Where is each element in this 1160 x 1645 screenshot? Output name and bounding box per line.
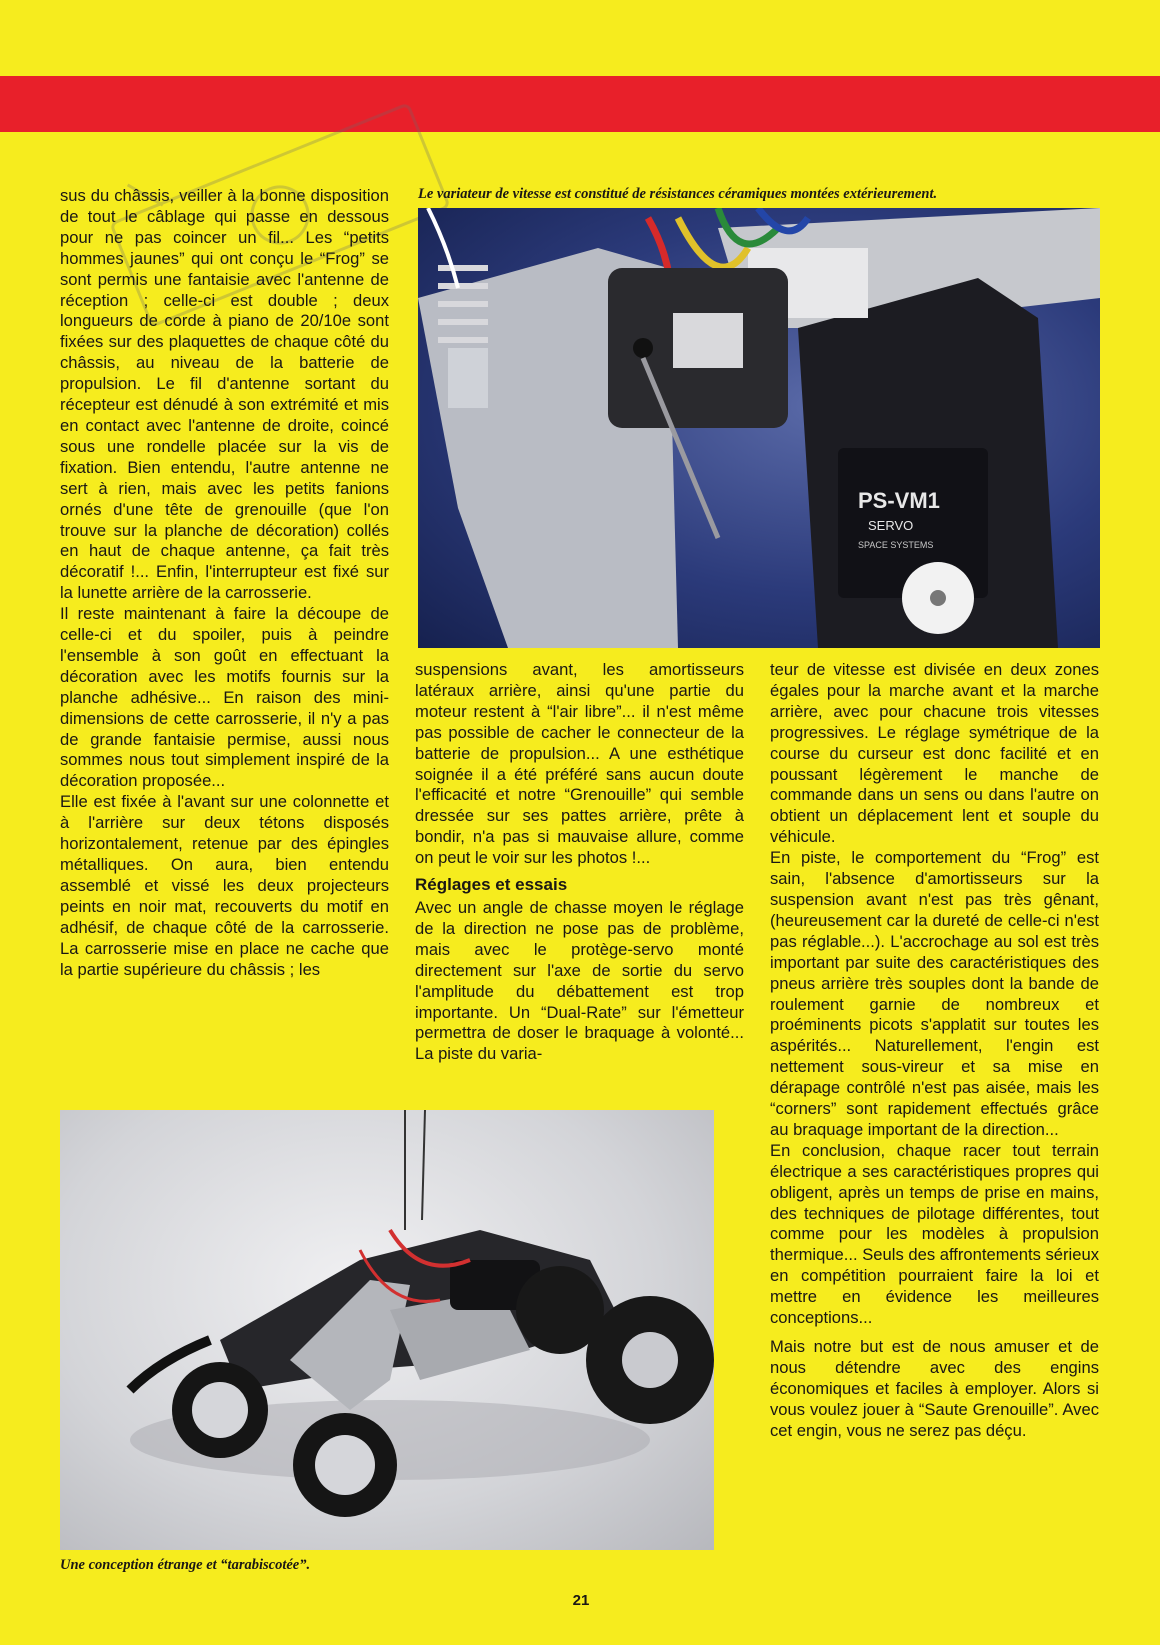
- top-photo-caption: Le variateur de vitesse est constitué de résistances céramiques montées extérieurement.: [418, 186, 938, 202]
- buggy-illustration: [60, 1110, 714, 1550]
- paragraph: Il reste maintenant à faire la découpe de celle-ci et du spoiler, puis à peindre l'ensemble à son goût en effectuant la décoration avec les motifs fournis sur la planche adhésive... En raison des mini-dimensions de cette carrosserie, il n'y a pas de grande fantaisie permise, aussi nous sommes nous tout simplement inspiré de la décoration proposée...: [60, 604, 389, 791]
- paragraph: suspensions avant, les amortisseurs latéraux arrière, ainsi qu'une partie du moteur restent à “l'air libre”... il n'est même pas possible de cacher le connecteur de la batterie de propulsion... A une esthétique soignée il a été préféré sans aucun doute l'efficacité et notre “Grenouille” qui semble dressée sur ses pattes arrière, prête à bondir, n'a pas si mauvaise allure, comme on peut le voir sur les photos !...: [415, 660, 744, 868]
- paragraph: teur de vitesse est divisée en deux zones égales pour la marche avant et la marche arrière, avec pour chacune trois vitesses progressives. Le réglage symétrique de la course du curseur est donc facilité et en poussant légèrement le manche de commande dans un sens ou dans l'autre on obtient un déplacement lent et souple du véhicule.: [770, 660, 1099, 847]
- paragraph: Mais notre but est de nous amuser et de nous détendre avec des engins économiques et faciles à employer. Alors si vous voulez jouer à “Saute Grenouille”. Avec cet engin, vous ne serez pas déçu.: [770, 1337, 1099, 1440]
- article-column-1: [60, 186, 389, 980]
- servo-sub-text: SERVO: [868, 518, 914, 533]
- paragraph: En piste, le comportement du “Frog” est sain, l'absence d'amortisseurs sur la suspension avant n'est pas très gênant, (heureusement car la dureté de celle-ci n'est pas réglable...). L'accrochage au sol est très important par suite des caractéristiques des pneus arrière très souples dont la bande de roulement garnie de nombreux et proéminents picots s'applatit sur toutes les aspérités... Naturellement, l'engin est nettement sous-vireur et sa mise en dérapage contrôlé n'est pas aisée, mais les “corners” sont rapidement effectués grâce au braquage important de la direction...: [770, 848, 1099, 1139]
- section-heading: Réglages et essais: [415, 875, 568, 895]
- article-column-3: [770, 660, 1099, 1442]
- bottom-photo-caption: Une conception étrange et “tarabiscotée”.: [60, 1557, 311, 1573]
- paragraph: Avec un angle de chasse moyen le réglage de la direction ne pose pas de problème, mais avec le protège-servo monté directement sur l'axe de sortie du servo l'amplitude du débattement est trop importante. Un “Dual-Rate” sur l'émetteur permettra de doser le braquage à volonté... La piste du varia-: [415, 897, 744, 1064]
- article-column-2: [415, 660, 744, 1065]
- page-number: 21: [572, 1592, 590, 1609]
- paragraph: sus du châssis, veiller à la bonne disposition de tout le câblage qui passe en dessous pour ne pas coincer un fil... Les “petits hommes jaunes” qui ont conçu le “Frog” se sont permis une fantaisie avec l'antenne de réception ; celle-ci est double ; deux longueurs de corde à piano de 20/10e sont fixées sur des plaquettes de chaque côté du châssis, au niveau de la batterie de propulsion. Le fil d'antenne sortant du récepteur est dénudé à son extrémité et mis en contact avec l'antenne de droite, coincé sous une rondelle placée sur la vis de fixation. Bien entendu, l'autre antenne ne sert à rien, mais avec les petits fanions ornés d'une tête de grenouille (que l'on trouve sur la planche de décoration) collés en haut de chaque antenne, ça fait très décoratif !... Enfin, l'interrupteur est fixé sur la lunette arrière de la carrosserie.: [60, 186, 389, 603]
- paragraph: Elle est fixée à l'avant sur une colonnette et à l'arrière sur deux tétons disposés horizontalement, retenue par des épingles métalliques. On aura, bien entendu assemblé et vissé les deux projecteurs peints en noir mat, recouverts du motif en adhésif, de chaque côté de la carrosserie. La carrosserie mise en place ne cache que la partie supérieure du châssis ; les: [60, 792, 389, 979]
- speed-controller-photo: [418, 208, 1100, 648]
- red-header-band: [0, 76, 1160, 132]
- servo-brand-text: SPACE SYSTEMS: [858, 540, 934, 550]
- buggy-photo: [60, 1110, 714, 1550]
- speed-controller-illustration: [418, 208, 1100, 648]
- paragraph: En conclusion, chaque racer tout terrain électrique a ses caractéristiques propres qui obligent, après un temps de prise en mains, des techniques de pilotage différentes, tout comme pour les modèles à propulsion thermique... Seuls des affrontements sérieux en compétition pourraient faire la loi et mettre en évidence les meilleures conceptions...: [770, 1140, 1099, 1328]
- servo-label-text: PS-VM1: [858, 488, 940, 513]
